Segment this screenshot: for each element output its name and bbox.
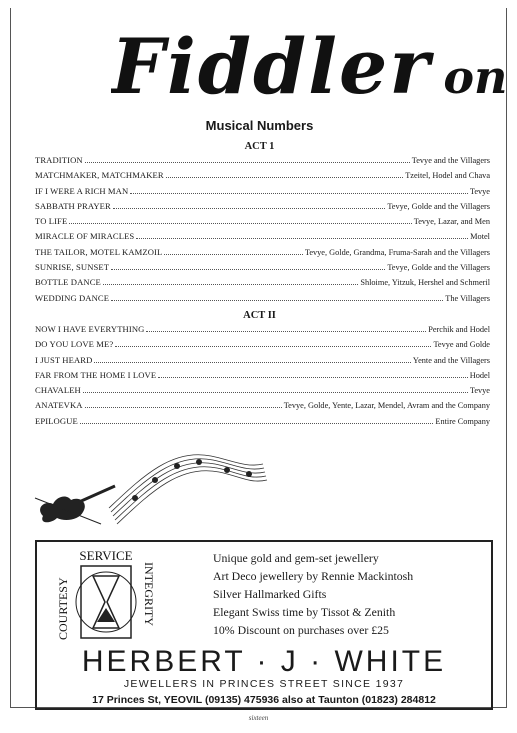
dot-leader: [85, 156, 410, 163]
song-cast: Tevye, Golde and the Villagers: [387, 201, 490, 211]
song-title: THE TAILOR, MOTEL KAMZOIL: [35, 246, 163, 257]
act-2-song-list: [35, 324, 490, 431]
dot-leader: [80, 417, 434, 424]
song-cast: Tevye, Golde and the Villagers: [387, 263, 490, 273]
song-row: [35, 400, 490, 415]
song-cast: Tevye and the Villagers: [411, 156, 490, 165]
advert-line: Art Deco jewellery by Rennie Mackintosh: [213, 569, 414, 583]
song-cast: Tevye, Golde, Yente, Lazar, Mendel, Avram and the Company: [283, 401, 490, 411]
song-row: [35, 277, 490, 292]
song-title: ANATEVKA: [35, 400, 83, 411]
title-continuation: on: [443, 50, 508, 104]
dot-leader: [83, 386, 468, 393]
jeweller-advert: [35, 540, 493, 710]
song-cast: Shloime, Yitzuk, Hershel and Schmeril: [360, 278, 490, 288]
song-cast: Tevye: [469, 386, 490, 396]
song-cast: Hodel: [469, 370, 490, 380]
song-row: [35, 339, 490, 354]
song-cast: Tevye, Golde, Grandma, Fruma-Sarah and the Villagers: [304, 247, 490, 257]
song-title: CHAVALEH: [35, 385, 81, 396]
dot-leader: [69, 217, 411, 224]
song-row: [35, 385, 490, 400]
svg-text:COURTESY: COURTESY: [56, 577, 70, 640]
dot-leader: [115, 340, 431, 347]
section-subtitle: Musical Numbers: [205, 118, 314, 133]
advert-line: 10% Discount on purchases over £25: [213, 623, 389, 637]
song-title: SUNRISE, SUNSET: [35, 262, 110, 273]
brand-tagline: JEWELLERS IN PRINCES STREET SINCE 1937: [123, 678, 405, 690]
song-row: [35, 186, 490, 201]
song-row: [35, 293, 490, 308]
music-staff-icon: [109, 455, 267, 524]
dot-leader: [111, 294, 443, 301]
song-row: [35, 247, 490, 262]
song-title: EPILOGUE: [35, 415, 78, 426]
song-title: TRADITION: [35, 155, 83, 165]
song-row: [35, 262, 490, 277]
song-row: [35, 324, 490, 339]
svg-text:SERVICE: SERVICE: [79, 548, 133, 563]
song-title: IF I WERE A RICH MAN: [35, 185, 129, 196]
violin-and-music-notes-illustration: [31, 438, 271, 528]
page-frame: [10, 8, 507, 708]
act-2-heading: ACT II: [243, 310, 276, 321]
song-row: [35, 416, 490, 431]
title-main: Fiddler: [111, 22, 432, 111]
brand-name: HERBERT · J · WHITE: [81, 645, 447, 678]
dot-leader: [164, 248, 302, 255]
advert-text-lines: [213, 549, 483, 639]
song-title: WEDDING DANCE: [35, 292, 110, 303]
song-title: BOTTLE DANCE: [35, 277, 101, 288]
song-title: MATCHMAKER, MATCHMAKER: [35, 170, 164, 181]
dot-leader: [111, 263, 385, 270]
advert-line: Elegant Swiss time by Tissot & Zenith: [213, 605, 396, 619]
song-row: [35, 216, 490, 231]
act-1-song-list: [35, 155, 490, 308]
song-title: FAR FROM THE HOME I LOVE: [35, 369, 157, 380]
dot-leader: [166, 171, 403, 178]
dot-leader: [85, 401, 282, 408]
song-row: [35, 355, 490, 370]
dot-leader: [130, 187, 468, 194]
song-title: NOW I HAVE EVERYTHING: [35, 324, 145, 334]
song-title: SABBATH PRAYER: [35, 200, 111, 211]
advert-line: Unique gold and gem-set jewellery: [213, 551, 379, 565]
page-number: sixteen: [248, 714, 269, 722]
song-title: TO LIFE: [35, 216, 68, 227]
dot-leader: [158, 371, 468, 378]
svg-text:INTEGRITY: INTEGRITY: [142, 562, 156, 626]
song-row: [35, 155, 490, 170]
song-row: [35, 170, 490, 185]
dot-leader: [113, 202, 385, 209]
dot-leader: [146, 325, 426, 332]
show-title: [111, 22, 517, 112]
song-cast: Tevye and Golde: [433, 340, 490, 350]
song-title: I JUST HEARD: [35, 354, 93, 365]
store-address: 17 Princes St, YEOVIL (09135) 475936 also at Taunton (01823) 284812: [92, 694, 436, 706]
song-row: [35, 370, 490, 385]
song-cast: Entire Company: [435, 416, 490, 426]
song-cast: Motel: [470, 232, 490, 242]
dot-leader: [103, 278, 358, 285]
song-row: [35, 201, 490, 216]
hourglass-seal-logo: [47, 548, 167, 658]
song-cast: Yente and the Villagers: [412, 355, 490, 365]
song-cast: The Villagers: [445, 293, 490, 303]
advert-line: Silver Hallmarked Gifts: [213, 587, 327, 601]
song-title: DO YOU LOVE ME?: [35, 339, 114, 350]
dot-leader: [136, 232, 468, 239]
violin-icon: [35, 486, 115, 524]
song-cast: Tevye: [469, 186, 490, 196]
song-cast: Perchik and Hodel: [428, 325, 490, 334]
song-cast: Tzeitel, Hodel and Chava: [405, 171, 490, 181]
dot-leader: [94, 356, 411, 363]
song-title: MIRACLE OF MIRACLES: [35, 231, 135, 242]
song-cast: Tevye, Lazar, and Men: [413, 217, 490, 227]
song-row: [35, 231, 490, 246]
act-1-heading: ACT 1: [244, 141, 275, 152]
